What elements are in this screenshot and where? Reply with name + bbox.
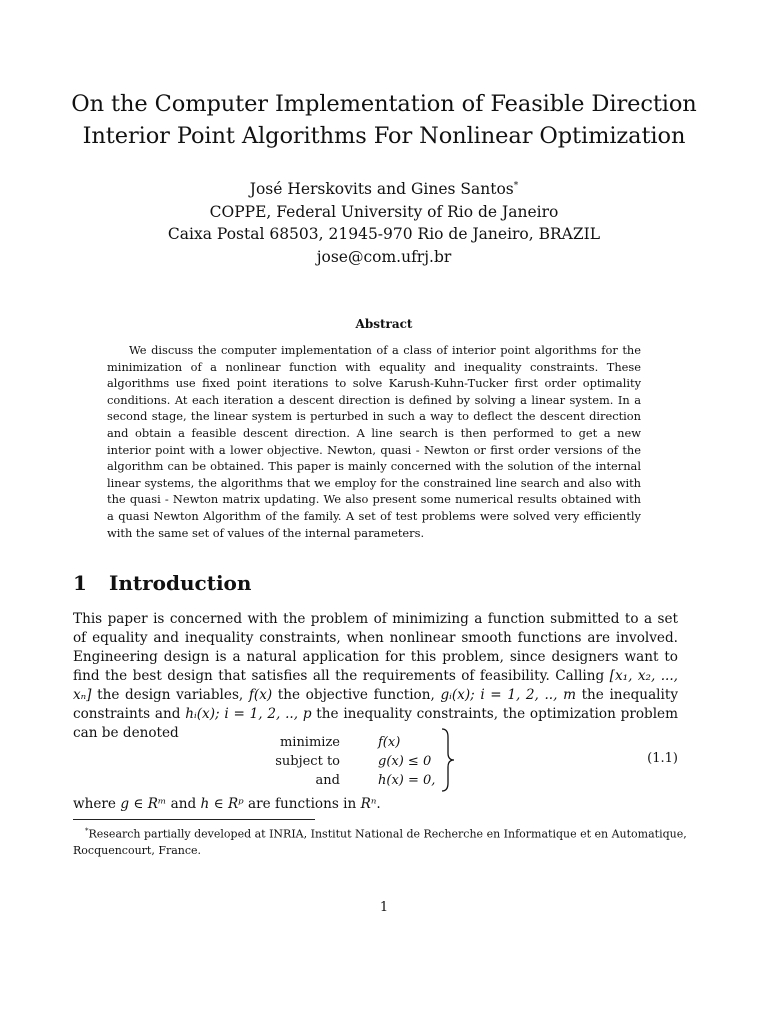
intro-text-2: the design variables, bbox=[91, 687, 249, 703]
title-line-2: Interior Point Algorithms For Nonlinear Optimization bbox=[82, 123, 686, 149]
author-names bbox=[40, 175, 728, 201]
equation-expression: f(x) bbox=[378, 735, 401, 750]
section-heading bbox=[73, 571, 251, 595]
intro-text-4: the inequality constraints and bbox=[73, 687, 679, 722]
intro-text-5: the inequality constraints, the optimization problem can be denoted bbox=[73, 706, 678, 741]
address: Caixa Postal 68503, 21945-970 Rio de Janeiro, BRAZIL bbox=[167, 225, 601, 244]
email: jose@com.ufrj.br bbox=[316, 247, 452, 266]
equation-label: subject to bbox=[275, 754, 340, 769]
footnote bbox=[73, 823, 693, 860]
equation-label: and bbox=[315, 773, 340, 788]
page-number: 1 bbox=[379, 900, 389, 915]
equation-row bbox=[260, 733, 460, 752]
right-brace-icon bbox=[440, 727, 456, 793]
where-g: g ∈ Rᵐ bbox=[120, 796, 167, 812]
intro-text-3: the objective function, bbox=[272, 687, 441, 703]
intro-design-vars: [x₁, x₂, ..., xₙ] bbox=[73, 668, 678, 703]
author-block bbox=[40, 175, 728, 268]
where-text-2: and bbox=[166, 796, 201, 812]
footnote-mark: * bbox=[85, 827, 89, 835]
intro-eq-constraints: hᵢ(x); i = 1, 2, .., p bbox=[185, 706, 312, 722]
equation-row bbox=[260, 771, 460, 790]
intro-objective: f(x) bbox=[248, 687, 273, 703]
footnote-divider bbox=[73, 819, 315, 820]
where-text-3: are functions in bbox=[243, 796, 361, 812]
footnote-text: Research partially developed at INRIA, Institut National de Recherche en Informatique et en Automatique, Rocquencourt, France. bbox=[73, 827, 687, 858]
section-number: 1 bbox=[73, 571, 87, 595]
authors-text: José Herskovits and Gines Santos bbox=[249, 180, 514, 199]
paper-title bbox=[40, 88, 728, 152]
intro-text-1: This paper is concerned with the problem of minimizing a function submitted to a set of equality and inequality constraints, when nonlinear smooth functions are involved. Engineering design is a natural application for this problem, since designers want to find the best design that satisfies all the requirements of feasibility. Calling bbox=[73, 611, 678, 684]
equation-number: (1.1) bbox=[647, 751, 678, 766]
intro-ineq-constraints: gᵢ(x); i = 1, 2, .., m bbox=[440, 687, 576, 703]
equation-label: minimize bbox=[279, 735, 340, 750]
abstract-heading: Abstract bbox=[355, 317, 413, 331]
equation-row bbox=[260, 752, 460, 771]
where-rn: Rⁿ bbox=[360, 796, 377, 812]
equation-expression: h(x) = 0, bbox=[378, 773, 436, 788]
where-text-1: where bbox=[73, 796, 121, 812]
abstract-text: We discuss the computer implementation of a class of interior point algorithms for the minimization of a nonlinear function with equality and inequality constraints. These algorithms use fixed point iterations to solve Karush-Kuhn-Tucker first order optimality conditions. At each iteration a descent direction is defined by solving a linear system. In a second stage, the linear system is perturbed in such a way to deflect the descent direction and obtain a feasible descent direction. A line search is then performed to get a new interior point with a lower objective. Newton, quasi - Newton or first order versions of the algorithm can be obtained. This paper is mainly concerned with the solution of the internal linear systems, the algorithms that we employ for the constrained line search and also with the quasi - Newton matrix updating. We also present some numerical results obtained with a quasi Newton Algorithm of the family. A set of test problems were solved very efficiently with the same set of values of the internal parameters. bbox=[107, 343, 641, 540]
where-h: h ∈ Rᵖ bbox=[200, 796, 244, 812]
intro-paragraph bbox=[73, 610, 678, 743]
equation-expression: g(x) ≤ 0 bbox=[378, 754, 432, 769]
title-line-1: On the Computer Implementation of Feasible Direction bbox=[71, 91, 697, 117]
equation-1-1 bbox=[260, 733, 680, 793]
section-title: Introduction bbox=[109, 571, 252, 595]
author-footnote-mark: * bbox=[513, 181, 519, 191]
affiliation: COPPE, Federal University of Rio de Janeiro bbox=[209, 202, 559, 221]
where-sentence bbox=[73, 795, 381, 814]
where-text-4: . bbox=[376, 796, 381, 812]
